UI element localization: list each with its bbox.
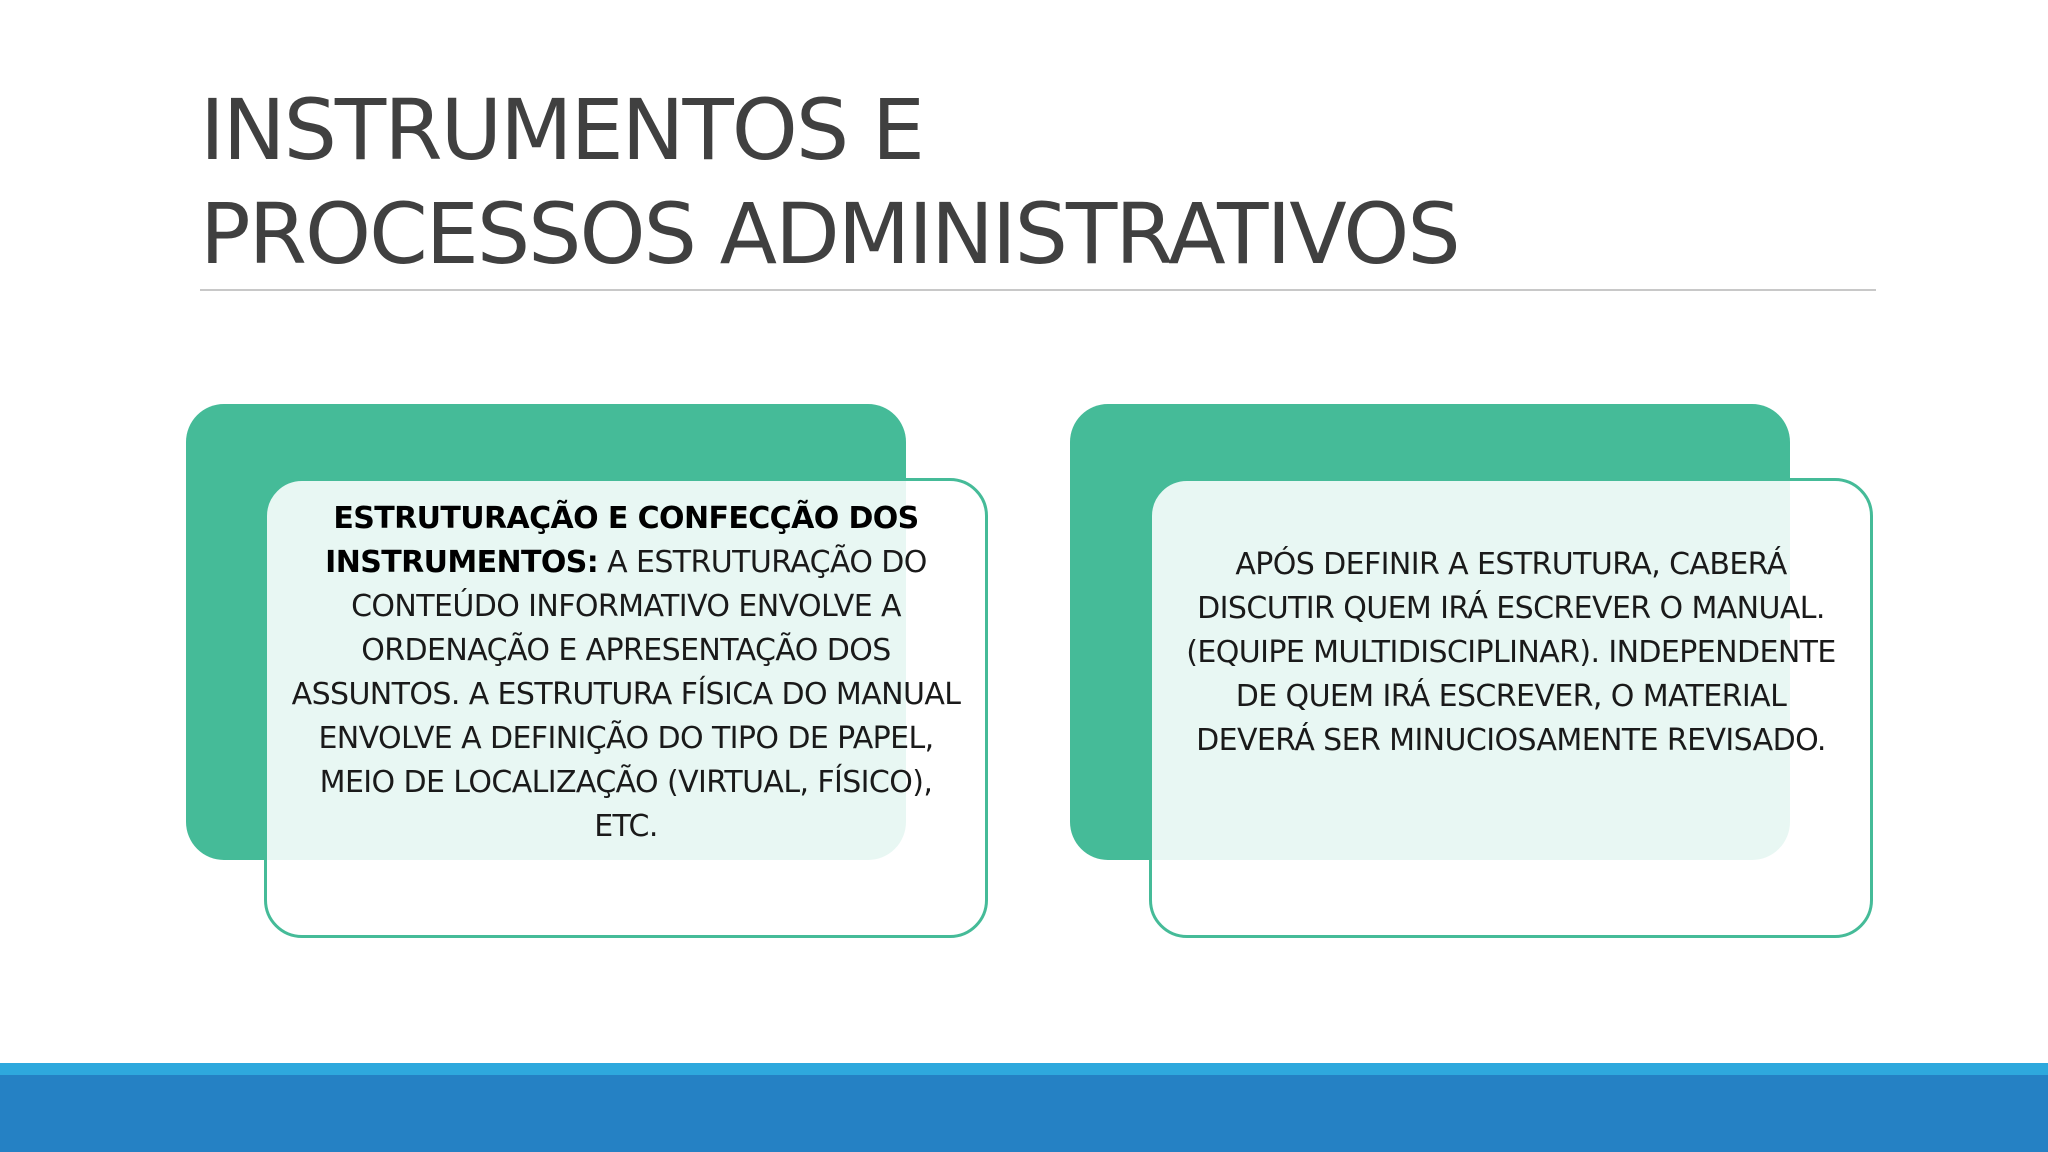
card-left-bold-heading: ESTRUTURAÇÃO E CONFECÇÃO DOS INSTRUMENTOS: (325, 501, 919, 580)
card-left-text (289, 497, 963, 849)
slide-title-line-1: INSTRUMENTOS E (200, 81, 923, 179)
footer-band (0, 1075, 2048, 1152)
card-left-body: A ESTRUTURAÇÃO DO CONTEÚDO INFORMATIVO ENVOLVE A ORDENAÇÃO E APRESENTAÇÃO DOS ASSUNTOS. A ESTRUTURA FÍSICA DO MANUAL ENVOLVE A DEFINIÇÃO DO TIPO DE PAPEL, MEIO DE LOCALIZAÇÃO (VIRTUAL, FÍSICO), ETC. (291, 545, 961, 844)
slide-title-line-2: PROCESSOS ADMINISTRATIVOS (200, 185, 1459, 283)
card-left (264, 478, 988, 938)
footer-band-thin (0, 1063, 2048, 1075)
title-divider (200, 289, 1876, 291)
card-right-text (1174, 543, 1848, 763)
card-right (1149, 478, 1873, 938)
slide-title (200, 78, 1900, 286)
card-right-body: APÓS DEFINIR A ESTRUTURA, CABERÁ DISCUTIR QUEM IRÁ ESCREVER O MANUAL. (EQUIPE MULTIDISCIPLINAR). INDEPENDENTE DE QUEM IRÁ ESCREVER, O MATERIAL DEVERÁ SER MINUCIOSAMENTE REVISADO. (1186, 547, 1836, 758)
